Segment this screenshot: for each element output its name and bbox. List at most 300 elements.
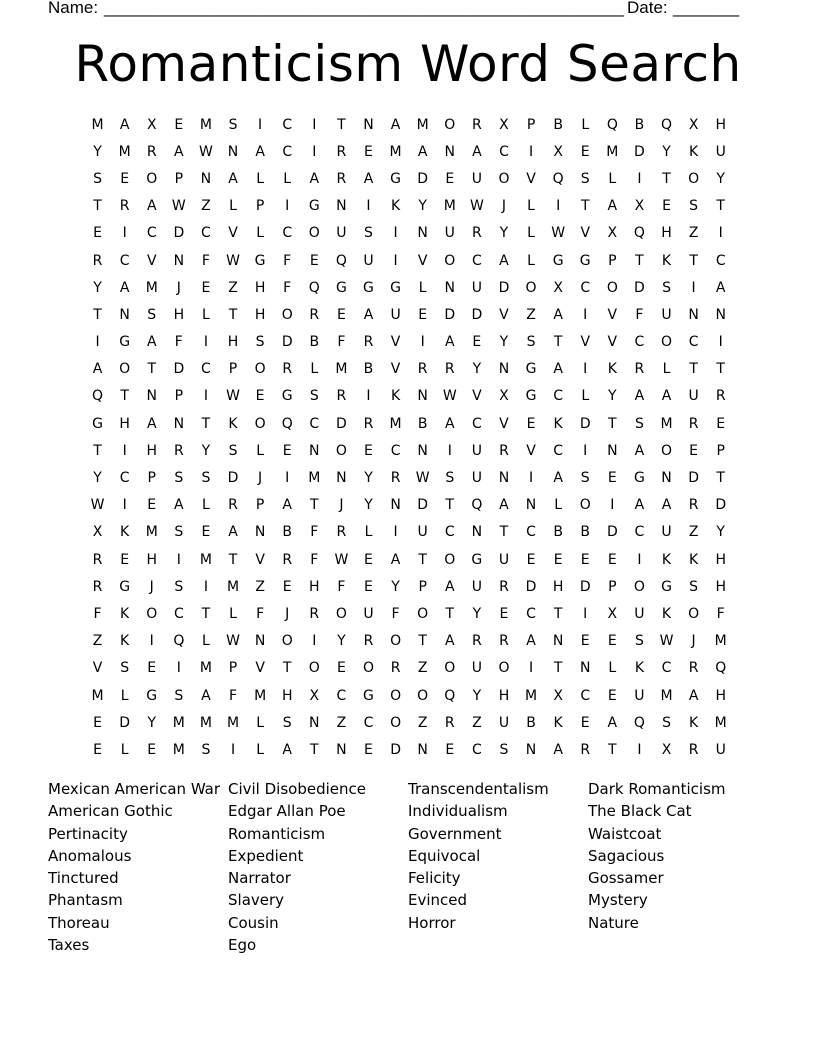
name-label: Name: [48,0,99,17]
grid-letter: R [499,578,509,595]
grid-letter: A [715,279,726,296]
grid-letter: E [364,442,373,459]
grid-letter: O [498,170,510,187]
grid-letter: O [579,497,591,514]
grid-letter: W [469,198,484,215]
grid-letter: S [201,470,211,487]
grid-letter: I [556,198,561,215]
grid-letter: E [418,306,428,323]
grid-letter: E [93,225,102,242]
word-list-item: Narrator [228,869,291,888]
grid-letter: O [308,660,320,677]
grid-letter: Z [92,633,103,650]
grid-letter: D [390,741,401,758]
grid-letter: X [146,116,157,133]
grid-letter: U [471,578,482,595]
grid-letter: R [471,633,482,650]
grid-row [84,573,732,600]
grid-row [84,329,732,356]
grid-letter: N [146,388,157,405]
grid-letter: U [471,279,482,296]
word-list-item: Nature [588,913,639,932]
grid-letter: N [579,660,591,677]
grid-letter: I [393,252,398,269]
word-search-grid [84,111,732,764]
grid-letter: I [528,660,534,677]
grid-letter: A [553,741,563,758]
grid-letter: L [256,741,265,758]
grid-letter: R [688,660,699,677]
grid-letter: I [149,633,154,650]
grid-letter: L [581,388,590,405]
grid-letter: L [256,442,265,459]
word-list-column [48,778,220,956]
grid-row [84,111,732,138]
grid-letter: B [282,524,292,541]
grid-letter: G [390,279,401,296]
grid-letter: B [634,116,645,133]
grid-letter: M [254,687,267,704]
grid-letter: X [607,605,618,622]
grid-letter: J [691,633,696,650]
grid-letter: K [689,714,699,731]
grid-letter: M [199,116,212,133]
grid-letter: T [120,388,129,405]
grid-letter: W [199,143,213,160]
grid-letter: S [526,334,536,351]
grid-letter: M [172,741,185,758]
grid-letter: C [580,279,591,296]
grid-letter: H [715,578,726,595]
grid-letter: F [201,252,210,269]
grid-letter: A [119,116,130,133]
grid-letter: D [119,714,131,731]
grid-letter: V [390,334,401,351]
grid-letter: O [661,442,673,459]
grid-letter: I [285,198,290,215]
grid-letter: Z [526,306,536,323]
grid-letter: K [607,361,617,378]
grid-letter: K [120,605,130,622]
grid-row [84,628,732,655]
grid-letter: M [443,198,456,215]
word-list-item: The Black Cat [588,802,692,821]
grid-letter: Y [418,198,427,215]
grid-letter: D [336,415,347,432]
grid-letter: A [282,497,292,514]
grid-letter: K [228,415,238,432]
grid-letter: M [525,687,538,704]
grid-letter: I [122,497,127,514]
grid-letter: Y [93,143,102,160]
grid-letter: A [363,170,374,187]
grid-letter: C [553,442,564,459]
grid-letter: D [417,497,429,514]
grid-letter: A [607,198,618,215]
grid-letter: M [145,524,158,541]
grid-letter: Y [499,225,509,242]
grid-letter: N [254,633,266,650]
grid-letter: U [634,605,645,622]
grid-letter: C [634,334,645,351]
grid-letter: S [147,306,157,323]
grid-letter: O [390,714,402,731]
grid-letter: E [201,524,211,541]
grid-letter: U [471,442,482,459]
grid-letter: E [607,470,617,487]
grid-letter: U [417,524,428,541]
grid-letter: K [661,551,672,568]
grid-letter: I [583,306,588,323]
grid-letter: L [662,361,671,378]
grid-letter: A [92,361,103,378]
grid-letter: E [364,578,373,595]
grid-letter: L [229,198,237,215]
grid-letter: O [335,442,347,459]
grid-letter: R [390,470,401,487]
grid-letter: J [176,279,181,296]
grid-letter: R [92,252,103,269]
grid-letter: T [93,306,102,323]
grid-letter: K [689,143,699,160]
grid-letter: M [660,687,673,704]
grid-letter: L [256,170,265,187]
grid-letter: T [310,497,319,514]
grid-letter: G [146,687,158,704]
grid-letter: R [499,442,509,459]
grid-letter: G [525,388,537,405]
grid-letter: A [146,198,157,215]
grid-letter: T [201,605,211,622]
grid-letter: R [336,524,347,541]
grid-letter: E [716,415,726,432]
grid-letter: E [580,143,590,160]
grid-letter: T [553,660,563,677]
grid-letter: I [176,551,181,568]
grid-letter: A [363,306,374,323]
word-list-item: Thoreau [48,913,110,932]
grid-letter: O [390,687,402,704]
grid-letter: Y [391,578,400,595]
grid-letter: P [526,116,536,133]
grid-letter: E [147,660,157,677]
grid-letter: I [691,279,696,296]
grid-row [84,138,732,165]
grid-letter: F [310,551,319,568]
grid-letter: F [174,334,183,351]
grid-letter: Q [281,415,293,432]
grid-letter: E [607,551,617,568]
grid-letter: I [366,388,371,405]
grid-letter: R [146,143,157,160]
grid-letter: S [174,687,184,704]
grid-letter: C [688,334,699,351]
word-list-item: American Gothic [48,802,173,821]
grid-row [84,600,732,627]
grid-letter: L [527,225,535,242]
grid-letter: L [554,497,563,514]
grid-letter: L [283,170,292,187]
grid-letter: R [92,578,103,595]
grid-letter: O [417,687,429,704]
grid-letter: Y [662,143,671,160]
grid-letter: W [415,470,430,487]
grid-letter: P [608,252,617,269]
grid-letter: R [715,388,726,405]
grid-letter: S [93,170,102,187]
grid-letter: A [553,306,563,323]
grid-letter: R [173,442,184,459]
grid-letter: I [258,116,263,133]
grid-letter: C [444,524,455,541]
grid-letter: E [607,687,617,704]
grid-letter: C [526,524,536,541]
grid-letter: C [173,605,184,622]
grid-letter: E [201,279,211,296]
grid-letter: A [390,551,401,568]
grid-row [84,546,732,573]
grid-letter: V [526,170,536,187]
word-list-item: Ego [228,936,257,955]
grid-letter: I [420,334,425,351]
grid-letter: C [553,388,564,405]
grid-letter: E [553,551,563,568]
word-list-item: Government [408,824,502,843]
grid-letter: J [149,578,154,595]
grid-letter: S [228,442,238,459]
grid-letter: O [281,633,293,650]
grid-letter: T [282,660,292,677]
grid-letter: V [255,660,265,677]
grid-letter: I [312,116,317,133]
grid-letter: X [661,741,672,758]
grid-letter: N [254,524,266,541]
grid-letter: T [445,497,455,514]
grid-letter: K [120,524,130,541]
grid-letter: P [418,578,427,595]
grid-letter: L [527,252,535,269]
word-list-item: Edgar Allan Poe [228,802,346,821]
grid-letter: F [337,334,346,351]
grid-letter: E [364,551,373,568]
grid-letter: M [91,687,104,704]
grid-letter: X [553,279,563,296]
grid-letter: Z [688,225,699,242]
grid-letter: M [145,279,158,296]
grid-letter: L [608,170,617,187]
grid-letter: H [254,279,266,296]
grid-letter: V [526,442,536,459]
grid-letter: Y [499,334,509,351]
grid-letter: T [635,252,644,269]
grid-letter: A [228,524,238,541]
grid-letter: W [442,388,457,405]
grid-letter: I [583,361,588,378]
grid-letter: A [661,497,672,514]
grid-letter: G [552,252,564,269]
grid-letter: I [610,497,615,514]
grid-letter: A [444,334,455,351]
grid-letter: N [498,361,510,378]
grid-letter: C [336,687,347,704]
grid-letter: U [336,225,347,242]
grid-letter: R [444,361,455,378]
grid-letter: C [309,415,320,432]
grid-letter: O [308,225,320,242]
grid-letter: K [634,660,645,677]
grid-letter: N [688,306,699,323]
grid-letter: A [688,687,699,704]
grid-letter: T [553,605,563,622]
grid-letter: M [226,578,240,595]
grid-letter: A [119,279,130,296]
grid-letter: U [688,388,699,405]
grid-letter: R [390,660,401,677]
date-field-line: _______ [673,0,740,17]
grid-letter: R [363,334,374,351]
grid-letter: F [283,279,292,296]
grid-letter: E [445,170,455,187]
grid-letter: Y [472,605,482,622]
grid-letter: S [634,633,644,650]
grid-letter: I [122,442,127,459]
grid-letter: T [716,361,725,378]
grid-letter: R [119,198,130,215]
grid-letter: M [660,415,673,432]
grid-letter: O [444,116,456,133]
grid-letter: I [583,605,588,622]
grid-letter: M [714,714,727,731]
grid-letter: E [364,143,373,160]
grid-letter: U [471,660,482,677]
grid-letter: F [228,687,238,704]
grid-letter: D [579,578,591,595]
grid-letter: I [393,524,398,541]
grid-letter: G [471,551,483,568]
grid-letter: S [689,198,699,215]
grid-letter: W [551,225,566,242]
grid-letter: P [174,170,184,187]
grid-letter: I [122,225,127,242]
grid-letter: K [553,714,563,731]
grid-letter: G [363,687,374,704]
grid-letter: F [391,605,400,622]
grid-letter: I [230,741,236,758]
grid-letter: U [471,470,482,487]
grid-letter: T [93,198,102,215]
grid-letter: O [335,605,347,622]
grid-letter: U [363,605,374,622]
grid-letter: F [283,252,292,269]
grid-letter: M [308,470,321,487]
grid-letter: A [444,633,455,650]
grid-row [84,274,732,301]
grid-letter: F [337,578,346,595]
grid-letter: A [553,470,563,487]
grid-letter: S [662,279,671,296]
grid-letter: R [688,741,699,758]
grid-letter: A [174,497,184,514]
grid-letter: I [312,143,317,160]
grid-letter: Q [308,279,320,296]
word-list-item: Transcendentalism [408,780,549,798]
word-list-item: Pertinacity [48,824,128,843]
grid-letter: T [228,551,238,568]
grid-letter: D [634,143,645,160]
grid-letter: O [661,334,673,351]
grid-letter: L [202,306,210,323]
grid-letter: T [716,470,725,487]
grid-letter: K [689,551,699,568]
grid-letter: M [172,714,185,731]
grid-letter: A [634,497,645,514]
grid-letter: O [444,660,456,677]
grid-letter: D [606,524,618,541]
grid-row [84,383,732,410]
grid-row [84,519,732,546]
grid-letter: Q [92,388,104,405]
word-list-item: Dark Romanticism [588,780,726,798]
grid-letter: N [552,633,564,650]
grid-letter: Q [173,633,185,650]
grid-letter: M [199,714,212,731]
grid-letter: E [282,578,292,595]
grid-letter: V [417,252,428,269]
grid-letter: N [498,470,510,487]
grid-letter: W [659,633,674,650]
grid-letter: Z [417,660,428,677]
grid-letter: V [228,225,238,242]
grid-letter: T [201,415,211,432]
grid-letter: L [120,687,129,704]
grid-letter: N [336,741,347,758]
word-list-item: Sagacious [588,846,665,865]
grid-letter: Y [608,388,617,405]
grid-letter: O [146,170,158,187]
grid-letter: D [498,279,510,296]
grid-letter: R [499,633,509,650]
word-list-item: Expedient [228,846,304,865]
grid-letter: Z [688,524,699,541]
grid-letter: C [146,225,157,242]
word-list-item: Horror [408,913,456,932]
grid-letter: U [390,306,401,323]
grid-letter: A [634,442,645,459]
grid-letter: I [366,198,371,215]
grid-letter: D [444,306,456,323]
grid-row [84,464,732,491]
grid-letter: L [527,198,535,215]
grid-letter: C [471,415,482,432]
grid-letter: M [199,551,212,568]
grid-letter: Z [472,714,482,731]
grid-letter: N [417,442,428,459]
grid-letter: Y [364,470,373,487]
grid-letter: V [607,334,618,351]
grid-letter: I [718,225,723,242]
grid-letter: D [525,578,537,595]
name-field-line: _______________________________________________________ [104,0,625,17]
grid-letter: L [581,116,590,133]
grid-letter: P [147,470,156,487]
grid-letter: X [607,225,618,242]
grid-letter: A [607,714,618,731]
grid-row [84,437,732,464]
grid-letter: E [336,660,346,677]
grid-letter: M [91,116,104,133]
grid-letter: A [417,143,428,160]
grid-letter: C [390,442,401,459]
